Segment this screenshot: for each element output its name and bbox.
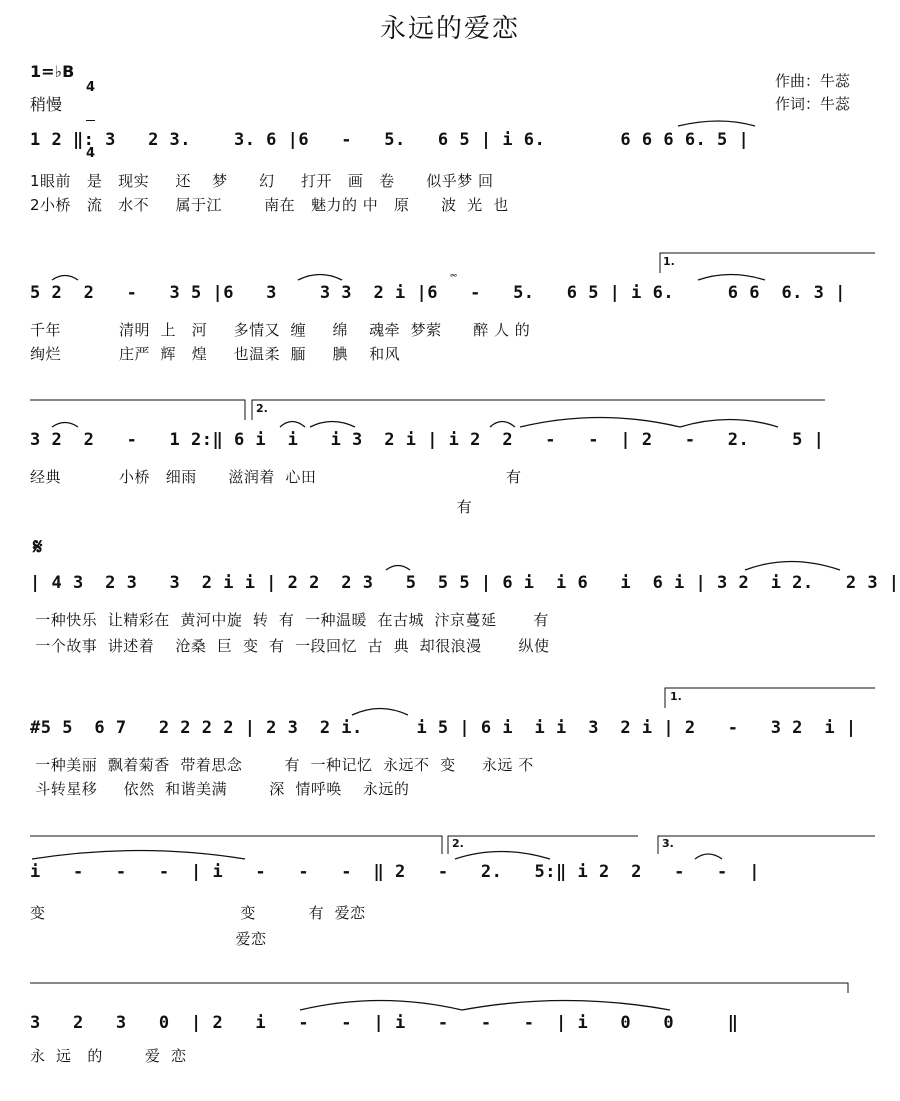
volta-3-label: 3. xyxy=(662,837,674,850)
lyric-verse-2: 绚烂 庄严 辉 煌 也温柔 腼 腆 和风 xyxy=(30,345,401,363)
volta-2b-label: 2. xyxy=(452,837,464,850)
lyric-verse-2: 有 xyxy=(30,498,473,516)
lyric-verse-1: 1眼前 是 现实 还 梦 幻 打开 画 卷 似乎梦 回 xyxy=(30,172,494,190)
volta-1b-label: 1. xyxy=(670,690,682,703)
lyric-verse-1: 一种美丽 飘着菊香 带着思念 有 一种记忆 永远不 变 永远 不 xyxy=(30,756,534,774)
lyricist-credit: 作词：牛蕊 xyxy=(775,95,851,113)
lyric-verse-1: 经典 小桥 细雨 滋润着 心田 有 xyxy=(30,468,522,486)
segno-icon: 𝄋 xyxy=(33,535,43,560)
song-title: 永远的爱恋 xyxy=(379,14,520,44)
time-signature xyxy=(86,55,95,173)
lyric-verse-1: 千年 清明 上 河 多情又 缠 绵 魂牵 梦萦 醉 人 的 xyxy=(30,321,531,339)
lyric-verse-2: 一个故事 讲述着 沧桑 巨 变 有 一段回忆 古 典 却很浪漫 纵使 xyxy=(30,637,550,655)
lyric-verse-2: 斗转星移 依然 和谐美满 深 情呼唤 永远的 xyxy=(30,780,410,798)
ornament-icon: 𝆗 xyxy=(450,267,458,282)
time-sig-bar xyxy=(86,120,95,121)
notation-line: 3 2 2 - 1 2:‖ 6 i i i 3 2 i | i 2 2 - - | 2 - 2. 5 | xyxy=(30,430,825,450)
lyric-verse-2: 爱恋 xyxy=(30,930,267,948)
lyric-verse-1: 永 远 的 爱 恋 xyxy=(30,1047,187,1065)
time-sig-top: 4 xyxy=(86,80,96,95)
lyric-verse-1: 变 变 有 爱恋 xyxy=(30,904,366,922)
notation-line: #5 5 6 7 2 2 2 2 | 2 3 2 i. i 5 | 6 i i i 3 2 i | 2 - 3 2 i | xyxy=(30,718,857,738)
composer-credit: 作曲：牛蕊 xyxy=(775,72,851,90)
tempo-marking: 稍慢 xyxy=(30,95,63,114)
time-sig-bottom: 4 xyxy=(86,146,96,161)
notation-line: i - - - | i - - - ‖ 2 - 2. 5:‖ i 2 2 - - | xyxy=(30,862,760,882)
lyric-verse-1: 一种快乐 让精彩在 黄河中旋 转 有 一种温暖 在古城 汴京蔓延 有 xyxy=(30,611,549,629)
notation-line: | 4 3 2 3 3 2 i i | 2 2 2 3 5 5 5 | 6 i i 6 i 6 i | 3 2 i 2. 2 3 | xyxy=(30,573,900,593)
key-signature: 1=♭B xyxy=(30,62,75,81)
notation-line: 3 2 3 0 | 2 i - - | i - - - | i 0 0 ‖ xyxy=(30,1013,739,1033)
notation-line: 1 2 ‖: 3 2 3. 3. 6 |6 - 5. 6 5 | i 6. 6 6 6 6. 5 | xyxy=(30,130,750,150)
volta-1-label: 1. xyxy=(663,255,675,268)
lyric-verse-2: 2小桥 流 水不 属于江 南在 魅力的 中 原 波 光 也 xyxy=(30,196,509,214)
volta-2-label: 2. xyxy=(256,402,268,415)
notation-line: 5 2 2 - 3 5 |6 3 3 3 2 i |6 - 5. 6 5 | i 6. 6 6 6. 3 | xyxy=(30,283,846,303)
